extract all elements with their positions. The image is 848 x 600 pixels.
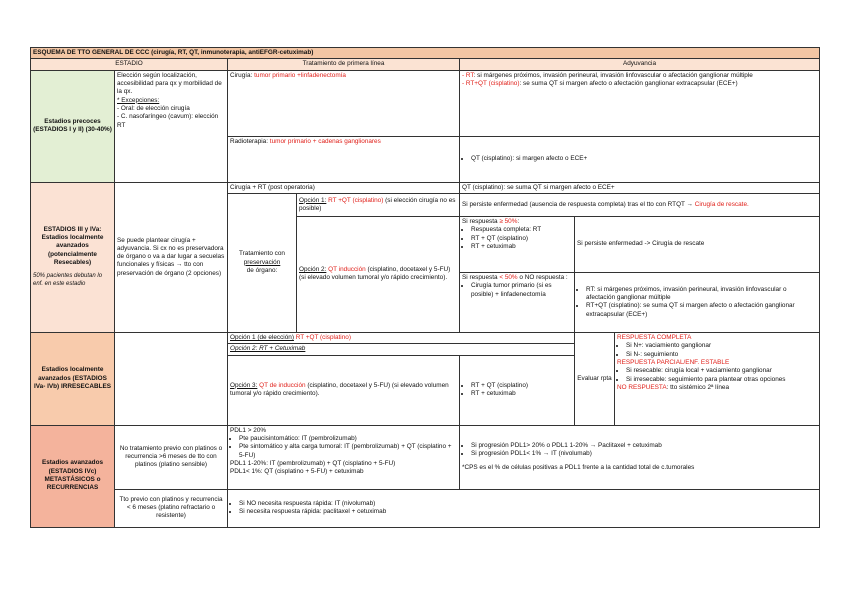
cell-text: (si elección cirugía no es posible) <box>299 196 456 212</box>
cell-text: Tratamiento con <box>239 250 285 258</box>
cell-text: o NO respuesta : <box>517 273 568 281</box>
title-row <box>31 48 820 59</box>
list-item: • Respuesta completa: RT <box>471 226 572 234</box>
header-estadio: ESTADIO <box>31 59 228 70</box>
cell-text: - C. nasofaríngeo (cavum): elección RT <box>117 113 219 129</box>
list-item: • RT + QT (cisplatino) <box>471 382 572 390</box>
cell-text: Elección según localización, accesibilidad para qx y morbilidad de la qx. <box>117 71 222 96</box>
irresectable-option-1 <box>228 332 575 343</box>
header-adyuvancia: Adyuvancia <box>460 59 820 70</box>
surgery-rt-post: Cirugía + RT (post operatoria) <box>228 182 460 193</box>
option-3-followup <box>460 355 575 425</box>
organ-preservation <box>228 193 297 332</box>
cell-text: : se suma QT si margen afecto o afectación ganglionar extracapsular (ECE+) <box>519 79 738 87</box>
cell-text: Radioterapia: <box>230 137 270 145</box>
cell-text: Opción 1: <box>299 196 327 204</box>
cell-text: : tto sistémico 2ª línea <box>666 383 730 391</box>
table-row <box>31 182 820 193</box>
stage-note: 50% pacientes debutan lo enf. en este estadio <box>33 273 103 288</box>
cell-text: PDL1< 1%: QT (cisplatino + 5-FU) + cetuximab <box>230 468 364 476</box>
list-item: • Pte paucisintomático: IT (pembrolizumab) <box>239 435 457 443</box>
response-ge-50-adjuvant: Si persiste enfermedad -> Cirugía de rescate <box>575 216 820 272</box>
table-row <box>31 489 820 527</box>
cell-text: ESTADIOS III y IVa: Estadios localmente avanzados (potencialmente Resecables) <box>41 225 104 267</box>
stage-early: Estadios precoces (ESTADIOS I y II) (30-40%) <box>31 70 115 182</box>
cell-text: - Oral: de elección cirugía <box>117 104 190 112</box>
cell-text: RESPUESTA COMPLETA <box>617 333 692 341</box>
table-title: ESQUEMA DE TTO GENERAL DE CCC (cirugía, RT, QT, inmunoterapia, antiEFGR-cetuximab) <box>31 48 820 59</box>
list-item: • RT + cetuximab <box>471 243 572 251</box>
cell-text: Opción 1 (de elección) <box>230 333 294 341</box>
cell-text: Si persiste enfermedad (ausencia de respuesta completa) tras el tto con RTQT → <box>462 200 695 208</box>
irresectable-option-3 <box>228 355 460 425</box>
cell-text: (cisplatino, docetaxel y 5-FU) (si elevado volumen tumoral y/o rápido crecimiento). <box>230 381 449 398</box>
cell-text: PDL1 > 20% <box>230 426 267 434</box>
list-item: • RT + QT (cisplatino) <box>471 235 572 243</box>
response-ge-50 <box>460 216 575 272</box>
cell-text: < 50% <box>499 273 518 281</box>
cell-text: QT de inducción <box>257 381 306 389</box>
list-item: • RT: si márgenes próximos, invasión perineural, invasión linfovascular o afectación ganglionar múltiple <box>586 286 817 303</box>
irresectable-option-2: Opción 2: RT + Cetuximab <box>228 344 575 355</box>
cell-text: RT +QT (cisplatino) <box>328 196 384 204</box>
irresectable-conditions <box>115 332 228 425</box>
evaluate-response: Evaluar rpta <box>575 332 615 425</box>
list-item: • QT (cisplatino): si margen afecto o ECE+ <box>471 155 817 163</box>
surgery-rt-adjuvant: QT (cisplatino): se suma QT si margen afecto o ECE+ <box>460 182 820 193</box>
cell-text: Cirugía de rescate. <box>694 200 749 208</box>
table-row <box>31 70 820 136</box>
platinum-sensitive: No tratamiento previo con platinos o recurrencia >6 meses de tto con platinos (platino sensible) <box>115 425 228 489</box>
list-item: • Pte sintomático y alta carga tumoral: IT (pembrolizumab) + QT (cisplatino + 5-FU) <box>239 443 457 460</box>
stage-irresectable: Estadios localmente avanzados (ESTADIOS IVa- IVb) IRRESECABLES <box>31 332 115 425</box>
list-item: • RT+QT (cisplatino): se suma QT si margen afecto o afectación ganglionar extracapsular (ECE+) <box>586 302 817 319</box>
early-surgery <box>228 70 460 136</box>
cell-text: : <box>517 217 520 225</box>
progression-adjuvant <box>460 425 820 489</box>
list-item: • Si irresecable: seguimiento para plantear otras opciones <box>626 376 817 384</box>
cell-text: Cirugía: <box>230 71 255 79</box>
cell-text: * Excepciones: <box>117 96 160 104</box>
cell-text: tumor primario + cadenas ganglionares <box>269 137 381 145</box>
refractory-treatment <box>228 489 820 527</box>
cell-text: Si respuesta <box>462 273 500 281</box>
list-item: • RT + cetuximab <box>471 390 572 398</box>
cell-text: : si márgenes próximos, invasión perineural, invasión linfovascular o afectación ganglionar múltiple <box>473 71 753 79</box>
early-rt-adjuvant <box>460 136 820 182</box>
header-row <box>31 59 820 70</box>
preservation-option-2 <box>297 216 460 332</box>
list-item: • Si necesita respuesta rápida: paclitaxel + cetuximab <box>239 508 817 516</box>
cell-text: PDL1 1-20%: IT (pembrolizumab) + QT (cisplatino + 5-FU) <box>230 459 396 467</box>
table-row <box>31 332 820 343</box>
stage-metastatic: Estadios avanzados (ESTADIOS IVc) METASTÁSICOS o RECURRENCIAS <box>31 425 115 527</box>
early-surgery-adjuvant <box>460 70 820 136</box>
early-radiotherapy <box>228 136 460 182</box>
response-evaluation <box>615 332 820 425</box>
cell-text: preservación <box>243 258 281 266</box>
list-item: • Cirugía tumor primario (si es posible) + linfadenectomía <box>471 282 572 299</box>
list-item: • Si resecable: cirugía local + vaciamiento ganglionar <box>626 367 817 375</box>
cell-text: - RT <box>462 71 474 79</box>
list-item: • Si N-: seguimiento <box>626 351 817 359</box>
cell-text: de órgano: <box>246 267 278 275</box>
table-row <box>31 425 820 489</box>
response-lt-50 <box>460 272 575 332</box>
treatment-scheme-sheet <box>30 47 819 528</box>
cell-text: tumor primario +linfadenectomía <box>254 71 346 79</box>
cell-text: Si respuesta <box>462 217 500 225</box>
list-item: • Si N+: vaciamiento ganglionar <box>626 342 817 350</box>
cell-text: (cisplatino, docetaxel y 5-FU) (si elevado volumen tumoral y/o rápido crecimiento). <box>299 266 451 282</box>
cell-text: ≥ 50% <box>499 217 518 225</box>
header-primera-linea: Tratamiento de primera línea <box>228 59 460 70</box>
cell-text: RT +QT (cisplatino) <box>293 333 351 341</box>
cell-text: QT inducción <box>328 266 366 274</box>
list-item: • Si progresión PDL1> 20% o PDL1 1-20% → Paclitaxel + cetuximab <box>471 442 817 450</box>
platinum-refractory: Tto previo con platinos y recurrencia < 6 meses (platino refractario o resistente) <box>115 489 228 527</box>
cell-text: NO RESPUESTA <box>617 383 667 391</box>
cell-text: - RT+QT (cisplatino) <box>462 79 520 87</box>
resectable-conditions: Se puede plantear cirugía + adyuvancia. Si cx no es preservadora de órgano o va a dar lugar a secuelas funcionales y físicas → tto con preservación de órgano (2 opciones) <box>115 182 228 332</box>
pdl1-treatment <box>228 425 460 489</box>
stage-locally-advanced-resectable <box>31 182 115 332</box>
cell-text: Opción 3: <box>230 381 258 389</box>
cell-text: RESPUESTA PARCIAL/ENF. ESTABLE <box>617 358 730 366</box>
option-1-adjuvant <box>460 193 820 216</box>
preservation-option-1 <box>297 193 460 216</box>
cps-note: *CPS es el % de células positivas a PDL1 frente a la cantidad total de c.tumorales <box>462 463 695 471</box>
list-item: • Si NO necesita respuesta rápida: IT (nivolumab) <box>239 500 817 508</box>
treatment-table <box>30 47 820 528</box>
list-item: • Si progresión PDL1< 1% → IT (nivolumab) <box>471 450 817 458</box>
early-conditions <box>115 70 228 182</box>
response-lt-50-adjuvant <box>575 272 820 332</box>
cell-text: Opción 2: <box>299 266 327 274</box>
